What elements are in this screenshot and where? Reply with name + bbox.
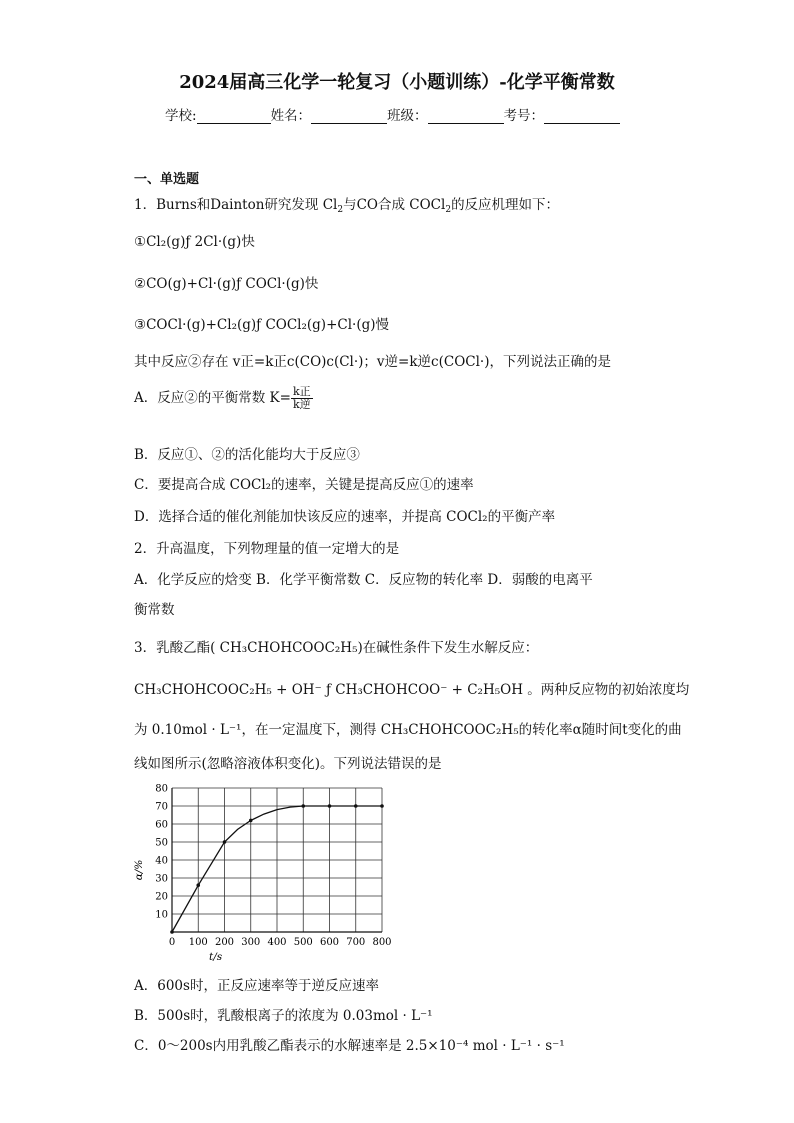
- name-label: 姓名：: [270, 108, 312, 124]
- q1-rate-law: 其中反应②存在 v正=k正c(CO)c(Cl·)；v逆=k逆c(COCl·)，下列说法正确的是: [134, 354, 611, 370]
- x-tick-label: 300: [241, 937, 261, 948]
- q1-option-b[interactable]: B．反应①、②的活化能均大于反应③: [134, 447, 360, 463]
- y-tick-label: 70: [155, 801, 168, 813]
- y-tick-label: 40: [155, 855, 168, 867]
- class-blank[interactable]: [428, 109, 504, 124]
- section-heading: 一、单选题: [134, 172, 200, 187]
- data-point: [354, 804, 358, 808]
- data-point: [223, 840, 227, 844]
- q1-option-d[interactable]: D．选择合适的催化剂能加快该反应的速率，并提高 COCl₂的平衡产率: [134, 509, 556, 525]
- q1-step-1: ①Cl₂(g)ƒ 2Cl·(g)快: [134, 234, 255, 250]
- x-tick-label: 700: [346, 937, 366, 948]
- data-point: [170, 930, 174, 934]
- data-point: [196, 883, 200, 887]
- school-label: 学校:: [165, 108, 197, 124]
- y-tick-label: 10: [155, 909, 168, 921]
- q1-stem: 1．Burns和Dainton研究发现 $Cl_2$与CO合成 COCl$_2$的反应机理如下：: [134, 197, 560, 215]
- q1-step-2: ②CO(g)+Cl·(g)ƒ COCl·(g)快: [134, 276, 319, 292]
- x-tick-label: 0: [168, 937, 176, 948]
- class-label: 班级：: [387, 108, 428, 124]
- exam-no-label: 考号：: [503, 108, 545, 124]
- q1-option-a[interactable]: A．反应②的平衡常数 K= $\frac{\text{k正}}{\text{k逆}}$: [134, 385, 311, 411]
- y-tick-label: 80: [155, 783, 168, 795]
- conversion-chart: [128, 778, 398, 968]
- q3-text-2: 为 0.10mol · L⁻¹，在一定温度下，测得 CH₃CHOHCOOC₂H₅的转化率α随时间t变化的曲: [134, 722, 682, 738]
- name-blank[interactable]: [311, 109, 387, 124]
- q2-stem: 2．升高温度，下列物理量的值一定增大的是: [134, 541, 400, 557]
- data-point: [328, 804, 332, 808]
- q2-options-cont: 衡常数: [134, 602, 175, 618]
- y-tick-label: 20: [155, 891, 168, 903]
- y-tick-label: 60: [155, 819, 168, 831]
- y-tick-label: 30: [155, 873, 168, 885]
- data-point: [301, 804, 305, 808]
- x-axis-label: t/s: [209, 951, 223, 963]
- data-point: [380, 804, 384, 808]
- k-fraction: $\frac{\text{k正}}{\text{k逆}}$: [292, 385, 311, 411]
- y-axis-label: α/%: [133, 859, 145, 881]
- x-tick-label: 100: [188, 937, 208, 948]
- q1-step-3: ③COCl·(g)+Cl₂(g)ƒ COCl₂(g)+Cl·(g)慢: [134, 317, 390, 333]
- q3-option-b[interactable]: B．500s时，乳酸根离子的浓度为 0.03mol · L⁻¹: [134, 1008, 433, 1024]
- q3-equation: CH₃CHOHCOOC₂H₅ + OH⁻ ƒ CH₃CHOHCOO⁻ + C₂H₅OH 。两种反应物的初始浓度均: [134, 682, 690, 698]
- school-blank[interactable]: [197, 109, 271, 124]
- q3-option-a[interactable]: A．600s时，正反应速率等于逆反应速率: [134, 978, 379, 994]
- q3-option-c[interactable]: C．0～200s内用乳酸乙酯表示的水解速率是 2.5×10⁻⁴ mol · L⁻¹ · s⁻¹: [134, 1038, 565, 1054]
- x-tick-label: 200: [214, 937, 235, 948]
- student-info: [165, 104, 620, 124]
- q2-options[interactable]: A．化学反应的焓变 B．化学平衡常数 C．反应物的转化率 D．弱酸的电离平: [134, 572, 593, 588]
- x-tick-label: 500: [293, 937, 313, 948]
- data-point: [249, 819, 253, 823]
- x-tick-label: 800: [372, 937, 392, 948]
- x-tick-label: 600: [319, 937, 340, 948]
- x-tick-label: 400: [267, 937, 287, 948]
- q3-stem: 3．乳酸乙酯( CH₃CHOHCOOC₂H₅)在碱性条件下发生水解反应：: [134, 640, 539, 656]
- exam-no-blank[interactable]: [544, 109, 620, 124]
- q1-option-c[interactable]: C．要提高合成 COCl₂的速率，关键是提高反应①的速率: [134, 477, 474, 493]
- q3-text-3: 线如图所示(忽略溶液体积变化)。下列说法错误的是: [134, 756, 442, 772]
- y-tick-label: 50: [155, 837, 168, 849]
- page-title: 2024届高三化学一轮复习（小题训练）-化学平衡常数: [179, 72, 615, 93]
